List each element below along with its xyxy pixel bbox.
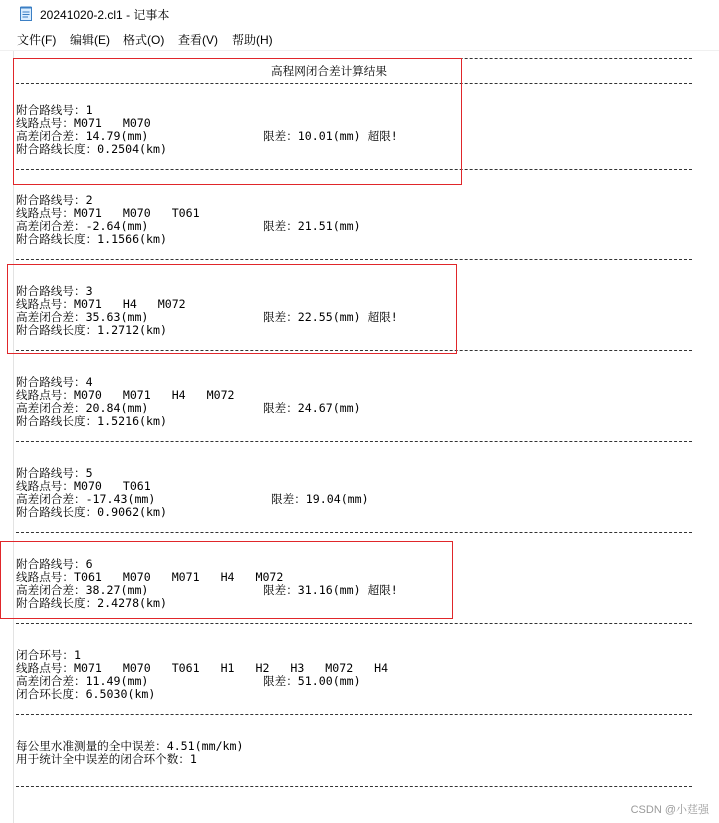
summary-mean-error: 每公里水准测量的全中误差：4.51(mm/km) bbox=[16, 739, 244, 753]
length-label: 附合路线长度： bbox=[16, 323, 98, 337]
route-closure: -2.64(mm) bbox=[85, 219, 149, 233]
loop-closure: 11.49(mm) bbox=[85, 674, 149, 688]
route-number: 4 bbox=[85, 375, 93, 389]
route-length: 0.2504(km) bbox=[97, 142, 167, 156]
route-limit-line bbox=[263, 220, 361, 233]
route-length-line bbox=[16, 143, 167, 156]
route-number-label: 附合路线号： bbox=[16, 466, 86, 480]
limit-label: 限差： bbox=[263, 310, 298, 324]
route-length: 2.4278(km) bbox=[97, 596, 167, 610]
loop-number: 1 bbox=[73, 648, 81, 662]
limit-label: 限差： bbox=[263, 674, 298, 688]
separator-line bbox=[16, 350, 692, 351]
over-limit-flag: 超限! bbox=[367, 310, 398, 324]
closure-label: 高差闭合差： bbox=[16, 219, 86, 233]
route-length: 0.9062(km) bbox=[97, 505, 167, 519]
route-points: M071 M070 bbox=[73, 116, 151, 130]
limit-label: 限差： bbox=[263, 583, 298, 597]
menu-view[interactable]: 查看(V) bbox=[178, 33, 218, 47]
points-label: 线路点号： bbox=[16, 388, 74, 402]
closure-label: 高差闭合差： bbox=[16, 401, 86, 415]
separator-line bbox=[16, 259, 692, 260]
over-limit-flag: 超限! bbox=[367, 583, 398, 597]
loop-number-label: 闭合环号： bbox=[16, 648, 74, 662]
route-points: M071 H4 M072 bbox=[73, 297, 186, 311]
route-limit-line bbox=[271, 493, 369, 506]
title-bar bbox=[0, 0, 719, 28]
points-label: 线路点号： bbox=[16, 479, 74, 493]
points-label: 线路点号： bbox=[16, 206, 74, 220]
closure-label: 高差闭合差： bbox=[16, 674, 86, 688]
loop-points: M071 M070 T061 H1 H2 H3 M072 H4 bbox=[73, 661, 389, 675]
separator-line bbox=[16, 532, 692, 533]
route-length: 1.1566(km) bbox=[97, 232, 167, 246]
separator-line bbox=[16, 714, 692, 715]
summary-loop-count: 用于统计全中误差的闭合环个数：1 bbox=[16, 752, 197, 766]
loop-limit: 51.00(mm) bbox=[297, 674, 361, 688]
route-points: M071 M070 T061 bbox=[73, 206, 200, 220]
menu-edit[interactable]: 编辑(E) bbox=[70, 33, 110, 47]
route-number: 3 bbox=[85, 284, 93, 298]
notepad-icon bbox=[20, 6, 33, 21]
menu-bar bbox=[0, 28, 719, 51]
route-limit: 21.51(mm) bbox=[297, 219, 361, 233]
route-number: 1 bbox=[85, 103, 93, 117]
length-label: 附合路线长度： bbox=[16, 505, 98, 519]
route-limit: 10.01(mm) bbox=[297, 129, 361, 143]
route-limit-line bbox=[263, 130, 398, 143]
report-heading: 高程网闭合差计算结果 bbox=[271, 64, 387, 78]
route-length: 1.5216(km) bbox=[97, 414, 167, 428]
route-length-line bbox=[16, 506, 167, 519]
separator-line bbox=[16, 623, 692, 624]
separator-line bbox=[16, 441, 692, 442]
closure-label: 高差闭合差： bbox=[16, 492, 86, 506]
watermark: CSDN @小莛强 bbox=[630, 804, 709, 816]
points-label: 线路点号： bbox=[16, 661, 74, 675]
points-label: 线路点号： bbox=[16, 116, 74, 130]
route-limit-line bbox=[263, 311, 398, 324]
route-closure: 14.79(mm) bbox=[85, 129, 149, 143]
route-limit: 19.04(mm) bbox=[305, 492, 369, 506]
limit-label: 限差： bbox=[263, 401, 298, 415]
menu-help[interactable]: 帮助(H) bbox=[232, 33, 273, 47]
text-editor[interactable] bbox=[14, 51, 719, 823]
length-label: 附合路线长度： bbox=[16, 414, 98, 428]
route-closure: -17.43(mm) bbox=[85, 492, 156, 506]
route-number-label: 附合路线号： bbox=[16, 193, 86, 207]
closure-label: 高差闭合差： bbox=[16, 129, 86, 143]
separator-line bbox=[16, 169, 692, 170]
separator-line bbox=[16, 786, 692, 787]
over-limit-flag: 超限! bbox=[367, 129, 398, 143]
points-label: 线路点号： bbox=[16, 297, 74, 311]
limit-label: 限差： bbox=[271, 492, 306, 506]
route-number: 5 bbox=[85, 466, 93, 480]
loop-length-label: 闭合环长度： bbox=[16, 687, 86, 701]
points-label: 线路点号： bbox=[16, 570, 74, 584]
menu-file[interactable]: 文件(F) bbox=[17, 33, 57, 47]
route-number: 6 bbox=[85, 557, 93, 571]
route-length-line bbox=[16, 597, 167, 610]
route-closure: 38.27(mm) bbox=[85, 583, 149, 597]
window-title: 20241020-2.cl1 - 记事本 bbox=[40, 8, 170, 22]
route-length-line bbox=[16, 233, 167, 246]
length-label: 附合路线长度： bbox=[16, 142, 98, 156]
loop-limit-line bbox=[263, 675, 361, 688]
route-points: M070 M071 H4 M072 bbox=[73, 388, 235, 402]
route-number: 2 bbox=[85, 193, 93, 207]
route-length-line bbox=[16, 324, 167, 337]
route-limit-line bbox=[263, 584, 398, 597]
route-points: T061 M070 M071 H4 M072 bbox=[73, 570, 284, 584]
loop-length: 6.5030(km) bbox=[85, 687, 156, 701]
limit-label: 限差： bbox=[263, 129, 298, 143]
route-number-label: 附合路线号： bbox=[16, 557, 86, 571]
route-closure: 35.63(mm) bbox=[85, 310, 149, 324]
route-number-label: 附合路线号： bbox=[16, 284, 86, 298]
route-points: M070 T061 bbox=[73, 479, 151, 493]
route-limit: 24.67(mm) bbox=[297, 401, 361, 415]
route-limit: 22.55(mm) bbox=[297, 310, 361, 324]
length-label: 附合路线长度： bbox=[16, 596, 98, 610]
route-limit: 31.16(mm) bbox=[297, 583, 361, 597]
closure-label: 高差闭合差： bbox=[16, 310, 86, 324]
separator-line bbox=[16, 83, 692, 84]
limit-label: 限差： bbox=[263, 219, 298, 233]
route-number-label: 附合路线号： bbox=[16, 103, 86, 117]
route-length: 1.2712(km) bbox=[97, 323, 167, 337]
route-number-label: 附合路线号： bbox=[16, 375, 86, 389]
route-limit-line bbox=[263, 402, 361, 415]
closure-label: 高差闭合差： bbox=[16, 583, 86, 597]
separator-line bbox=[16, 58, 692, 59]
menu-format[interactable]: 格式(O) bbox=[123, 33, 165, 47]
length-label: 附合路线长度： bbox=[16, 232, 98, 246]
route-length-line bbox=[16, 415, 167, 428]
route-closure: 20.84(mm) bbox=[85, 401, 149, 415]
loop-length-line bbox=[16, 688, 155, 701]
